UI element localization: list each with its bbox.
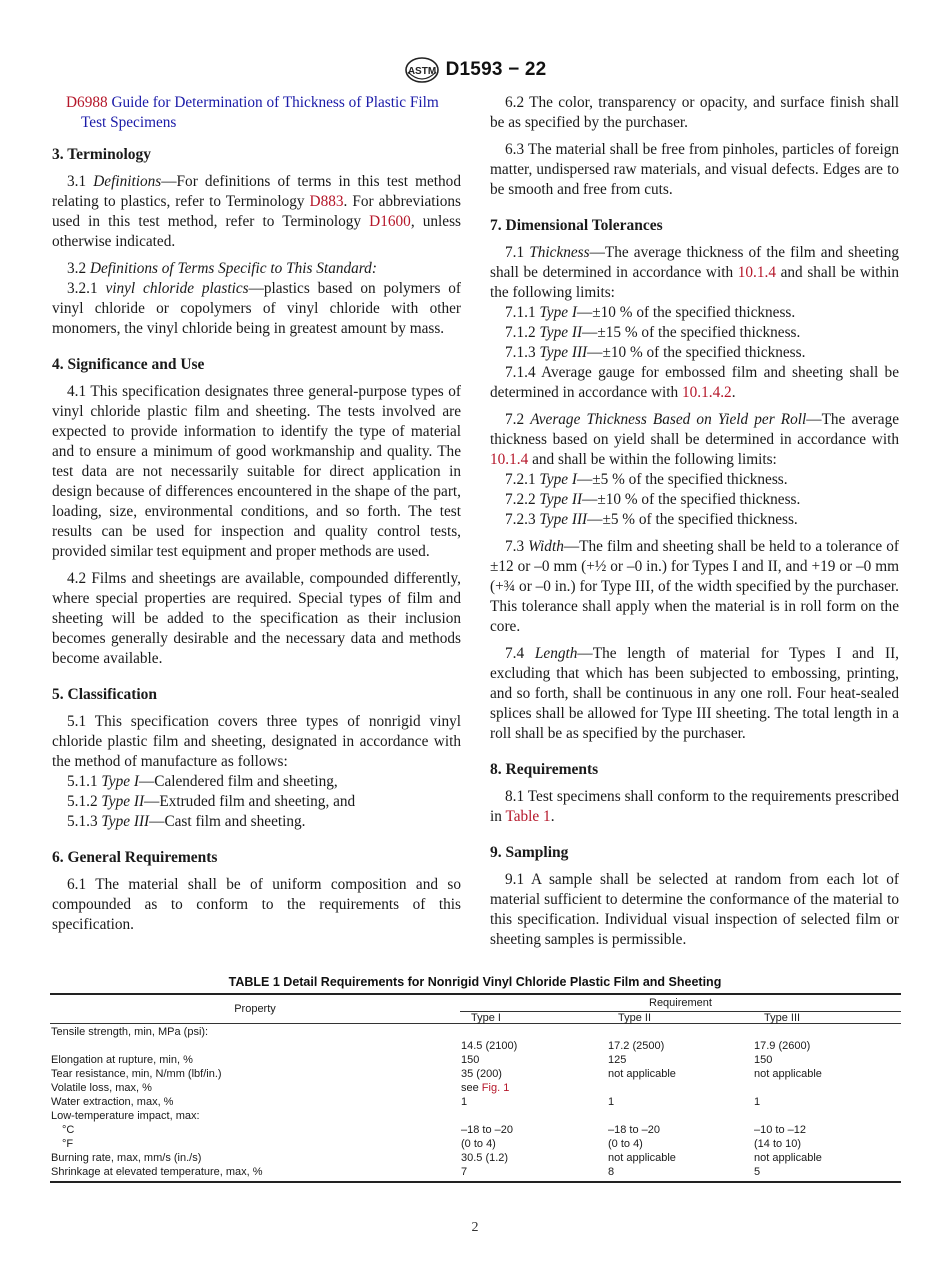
paragraph-7-2-3: 7.2.3 Type III—±5 % of the specified thickness. bbox=[505, 511, 798, 528]
table-row: Shrinkage at elevated temperature, max, % 7 8 5 bbox=[51, 1166, 761, 1178]
paragraph-5-1: 5.1 This specification covers three types of nonrigid vinyl chloride plastic film and sheeting, designated in accordance with the method of manufacture as follows: bbox=[52, 713, 461, 770]
paragraph-7-2-2: 7.2.2 Type II—±10 % of the specified thickness. bbox=[505, 491, 801, 508]
section-heading-general-requirements: 6. General Requirements bbox=[52, 849, 218, 866]
table-row: °F (0 to 4) (0 to 4) (14 to 10) bbox=[62, 1138, 802, 1150]
right-column bbox=[490, 93, 899, 957]
link-table-1[interactable]: Table 1 bbox=[505, 808, 551, 825]
astm-logo-icon bbox=[404, 56, 440, 84]
table-row: Tensile strength, min, MPa (psi): bbox=[51, 1026, 209, 1038]
section-heading-significance: 4. Significance and Use bbox=[52, 356, 205, 373]
section-heading-dimensional-tolerances: 7. Dimensional Tolerances bbox=[490, 217, 663, 234]
reference-title[interactable]: Guide for Determination of Thickness of Plastic Film Test Specimens bbox=[81, 94, 439, 131]
left-column bbox=[52, 93, 461, 942]
document-id: D1593 − 22 bbox=[445, 59, 547, 80]
paragraph-7-1-1: 7.1.1 Type I—±10 % of the specified thickness. bbox=[505, 304, 796, 321]
header-requirement: Requirement bbox=[649, 997, 712, 1009]
table-row: Burning rate, max, mm/s (in./s) 30.5 (1.2) not applicable not applicable bbox=[51, 1152, 822, 1164]
header-type-iii: Type III bbox=[764, 1012, 801, 1024]
paragraph-5-1-2: 5.1.2 Type II—Extruded film and sheeting, and bbox=[67, 793, 356, 810]
paragraph-4-2: 4.2 Films and sheetings are available, compounded differently, where special properties are required. Special types of film and sheeting will be added to the specification as their inclusion becomes generally desirable and the necessary data and methods become available. bbox=[52, 570, 461, 667]
paragraph-9-1: 9.1 A sample shall be selected at random from each lot of material sufficient to determine the conformance of the material to this specification. Individual visual inspection of selected film or sheeting samples is permissible. bbox=[490, 871, 899, 948]
table-row: Volatile loss, max, % see Fig. 1 bbox=[51, 1082, 510, 1094]
section-heading-classification: 5. Classification bbox=[52, 686, 158, 703]
paragraph-7-2: 7.2 Average Thickness Based on Yield per Roll—The average thickness based on yield shall be determined in accordance with 10.1.4 and shall be within the following limits: bbox=[490, 411, 900, 468]
header-type-ii: Type II bbox=[618, 1012, 652, 1024]
link-10-1-4-2[interactable]: 10.1.4.2 bbox=[681, 384, 732, 401]
table-row: Low-temperature impact, max: bbox=[51, 1110, 200, 1122]
table-title: TABLE 1 Detail Requirements for Nonrigid Vinyl Chloride Plastic Film and Sheeting bbox=[228, 975, 722, 989]
paragraph-3-2: 3.2 Definitions of Terms Specific to This Standard: bbox=[67, 260, 377, 277]
page-number: 2 bbox=[471, 1220, 479, 1235]
header-requirement-rule bbox=[460, 1011, 901, 1012]
paragraph-4-1: 4.1 This specification designates three general-purpose types of vinyl chloride plastic film and sheeting. The tests involved are expected to provide information to identify the type of material and to ensure a minimum of good workmanship and quality. The test data are not necessarily suitable for direct application in design because of differences encountered in the shape of the part, loading, size, environmental conditions, and so forth. The test results can be used for inspection and quality control tests, provided similar test equipment and proper methods are used. bbox=[52, 383, 461, 560]
link-10-1-4-b[interactable]: 10.1.4 bbox=[490, 451, 529, 468]
paragraph-5-1-3: 5.1.3 Type III—Cast film and sheeting. bbox=[67, 813, 306, 830]
paragraph-7-3: 7.3 Width—The film and sheeting shall be held to a tolerance of ±12 or –0 mm (+½ or –0 in.) for Types I and II, and +19 or –0 mm (+¾ or –0 in.) for Type III, of the width specified by the purchaser. This tolerance shall apply when the material is in roll form on the core. bbox=[490, 538, 899, 635]
section-heading-sampling: 9. Sampling bbox=[490, 844, 569, 861]
paragraph-3-1: 3.1 Definitions—For definitions of terms in this test method relating to plastics, refer to Terminology D883. For abbreviations used in this test method, refer to Terminology D1600, unless otherwise indicated. bbox=[52, 173, 461, 250]
requirements-table bbox=[50, 993, 901, 1183]
link-10-1-4[interactable]: 10.1.4 bbox=[737, 264, 776, 281]
paragraph-8-1: 8.1 Test specimens shall conform to the requirements prescribed in Table 1. bbox=[490, 788, 899, 825]
paragraph-7-4: 7.4 Length—The length of material for Types I and II, excluding that which has been subjected to embossing, printing, and so forth, shall be continuous in any one roll. Four heat-sealed splices shall be allowed for Type III sheeting. The total length in a roll shall be as specified by the purchaser. bbox=[490, 645, 899, 742]
svg-text:ASTM: ASTM bbox=[407, 66, 436, 77]
page-header bbox=[0, 56, 950, 89]
paragraph-6-2: 6.2 The color, transparency or opacity, and surface finish shall be as specified by the purchaser. bbox=[490, 94, 899, 131]
paragraph-7-1-3: 7.1.3 Type III—±10 % of the specified thickness. bbox=[505, 344, 806, 361]
table-row: Tear resistance, min, N/mm (lbf/in.) 35 (200) not applicable not applicable bbox=[51, 1068, 822, 1080]
table-header bbox=[50, 995, 901, 1024]
paragraph-7-1: 7.1 Thickness—The average thickness of the film and sheeting shall be determined in accordance with 10.1.4 and shall be within the following limits: bbox=[490, 244, 899, 301]
paragraph-7-1-2: 7.1.2 Type II—±15 % of the specified thickness. bbox=[505, 324, 801, 341]
header-type-i: Type I bbox=[471, 1012, 501, 1024]
table-row: Elongation at rupture, min, % 150 125 150 bbox=[51, 1054, 773, 1066]
paragraph-6-3: 6.3 The material shall be free from pinholes, particles of foreign matter, undispersed raw materials, and visual defects. Edges are to be smooth and free from cuts. bbox=[490, 141, 899, 198]
link-fig-1[interactable]: Fig. 1 bbox=[481, 1082, 510, 1094]
paragraph-3-2-1: 3.2.1 vinyl chloride plastics—plastics based on polymers of vinyl chloride or copolymers of vinyl chloride with other monomers, the vinyl chloride being in greatest amount by mass. bbox=[52, 280, 461, 337]
section-heading-requirements: 8. Requirements bbox=[490, 761, 599, 778]
paragraph-6-1: 6.1 The material shall be of uniform composition and so compounded as to conform to the requirements of this specification. bbox=[52, 876, 461, 933]
table-row: °C –18 to –20 –18 to –20 –10 to –12 bbox=[62, 1124, 806, 1136]
paragraph-5-1-1: 5.1.1 Type I—Calendered film and sheeting, bbox=[67, 773, 338, 790]
paragraph-7-1-4: 7.1.4 Average gauge for embossed film and sheeting shall be determined in accordance with 10.1.4.2. bbox=[490, 364, 899, 401]
link-d6988[interactable]: D6988 bbox=[66, 94, 108, 111]
table-body bbox=[50, 1024, 901, 1181]
link-d883[interactable]: D883 bbox=[309, 193, 344, 210]
link-d1600[interactable]: D1600 bbox=[369, 213, 411, 230]
reference-d6988 bbox=[52, 93, 461, 133]
table-bottom-rule bbox=[50, 1181, 901, 1183]
header-property: Property bbox=[234, 1003, 276, 1015]
table-row: 14.5 (2100) 17.2 (2500) 17.9 (2600) bbox=[461, 1040, 811, 1052]
paragraph-7-2-1: 7.2.1 Type I—±5 % of the specified thickness. bbox=[505, 471, 788, 488]
section-heading-terminology: 3. Terminology bbox=[52, 146, 152, 163]
table-row: Water extraction, max, % 1 1 1 bbox=[51, 1096, 761, 1108]
